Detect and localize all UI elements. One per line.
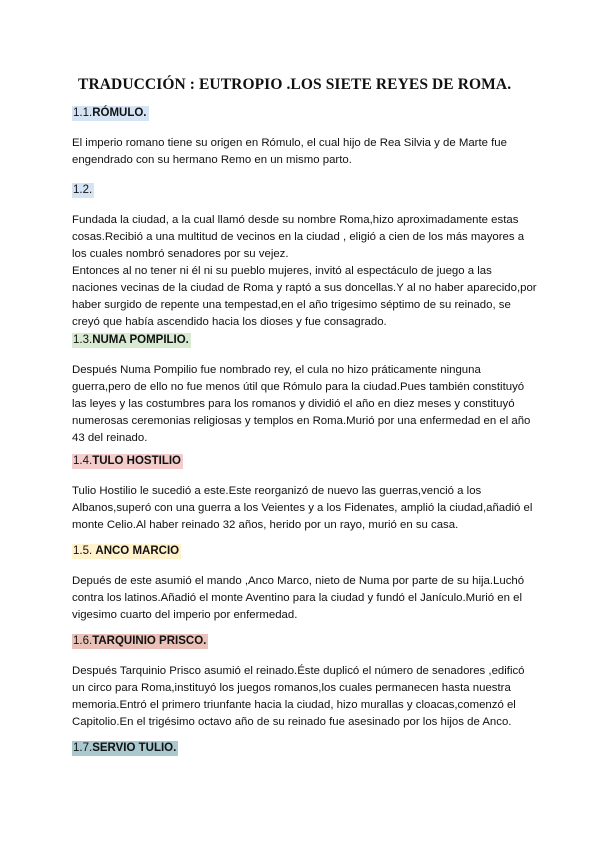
text-line: creyó que había ascendido hacia los dioses y fue consagrado. (72, 316, 387, 328)
text-line: El imperio romano tiene su origen en Rómulo, el cual hijo de Rea Silvia y de Marte fue (72, 137, 507, 149)
section-paragraph (72, 135, 507, 169)
section-number: 1.1. (73, 107, 93, 119)
text-line: Capitolio.En el trigésimo octavo año de su reinado fue asesinado por los hijos de Anco. (72, 716, 512, 728)
section-paragraph (72, 362, 530, 447)
section-number: 1.5. (73, 545, 96, 557)
section-name: NUMA POMPILIO. (92, 334, 189, 346)
text-line: los cuales nombró senadores por su vejez. (72, 248, 289, 260)
text-line: Depués de este asumió el mando ,Anco Marco, nieto de Numa por parte de su hija.Luchó (72, 575, 525, 587)
text-line: monte Celio.Al haber reinado 32 años, herido por un rayo, murió en su casa. (72, 519, 459, 531)
section-number: 1.7. (73, 742, 93, 754)
section-name: ANCO MARCIO (95, 545, 180, 557)
section-name: RÓMULO. (92, 107, 147, 119)
text-line: las leyes y las costumbres para los romanos y dividió el año en diez meses y constituyó (72, 398, 515, 410)
section-heading (72, 183, 94, 198)
section-number: 1.3. (73, 334, 93, 346)
text-line: contra los latinos.Añadió el monte Aventino para la ciudad y fundó el Janículo.Murió en el (72, 592, 523, 604)
section-paragraph (72, 212, 537, 331)
section-heading (72, 454, 183, 469)
section-name: TARQUINIO PRISCO. (92, 635, 207, 647)
text-line: cosas.Recibió a una multitud de vecinos en la ciudad , eligió a cien de los más mayores a (72, 231, 525, 243)
section-name: TULO HOSTILIO (92, 455, 181, 467)
text-line: Después Numa Pompilio fue nombrado rey, el cula no hizo práticamente ninguna (72, 364, 481, 376)
text-line: Albanos,superó con una guerra a los Veientes y a los Fidenates, amplió la ciudad,añadió el (72, 502, 533, 514)
section-name: SERVIO TULIO. (92, 742, 177, 754)
text-line: Fundada la ciudad, a la cual llamó desde su nombre Roma,hizo aproximadamente estas (72, 214, 519, 226)
section-heading (72, 634, 208, 649)
section-heading (72, 741, 178, 756)
text-line: vigesimo cuarto del imperio por enfermedad. (72, 609, 298, 621)
document-title: TRADUCCIÓN : EUTROPIO .LOS SIETE REYES DE ROMA. (78, 76, 512, 93)
section-paragraph (72, 663, 525, 731)
text-line: guerra,pero de ello no fue menos útil que Rómulo para la ciudad.Pues también constituyó (72, 381, 525, 393)
section-paragraph (72, 483, 532, 534)
text-line: Entonces al no tener ni él ni su pueblo mujeres, invitó al espectáculo de juego a las (72, 265, 492, 277)
text-line: Después Tarquinio Prisco asumió el reinado.Éste duplicó el número de senadores ,edificó (72, 665, 525, 677)
text-line: Tulio Hostilio le sucedió a este.Este reorganizó de nuevo las guerras,venció a los (72, 485, 482, 497)
text-line: 43 del reinado. (72, 432, 148, 444)
text-line: naciones vecinas de la ciudad de Roma y raptó a sus doncellas.Y al no haber aparecido,por (72, 282, 537, 294)
text-line: un circo para Roma,instituyó los juegos romanos,los cuales permanecen hasta nuestra (72, 682, 511, 694)
section-number: 1.2. (73, 184, 93, 196)
text-line: numerosas ceremonias religiosas y templos en Roma.Murió por una enfermedad en el año (72, 415, 531, 427)
text-line: engendrado con su hermano Remo en un mismo parto. (72, 154, 352, 166)
section-heading (72, 333, 191, 348)
section-heading (72, 544, 181, 559)
text-line: memoria.Entró el primero triunfante hacia la ciudad, hizo murallas y cloacas,comenzó el (72, 699, 516, 711)
section-number: 1.6. (73, 635, 93, 647)
section-number: 1.4. (73, 455, 93, 467)
section-paragraph (72, 573, 524, 624)
section-heading (72, 106, 149, 121)
text-line: haber surgido de repente una tempestad,en el año trigesimo séptimo de su reinado, se (72, 299, 511, 311)
